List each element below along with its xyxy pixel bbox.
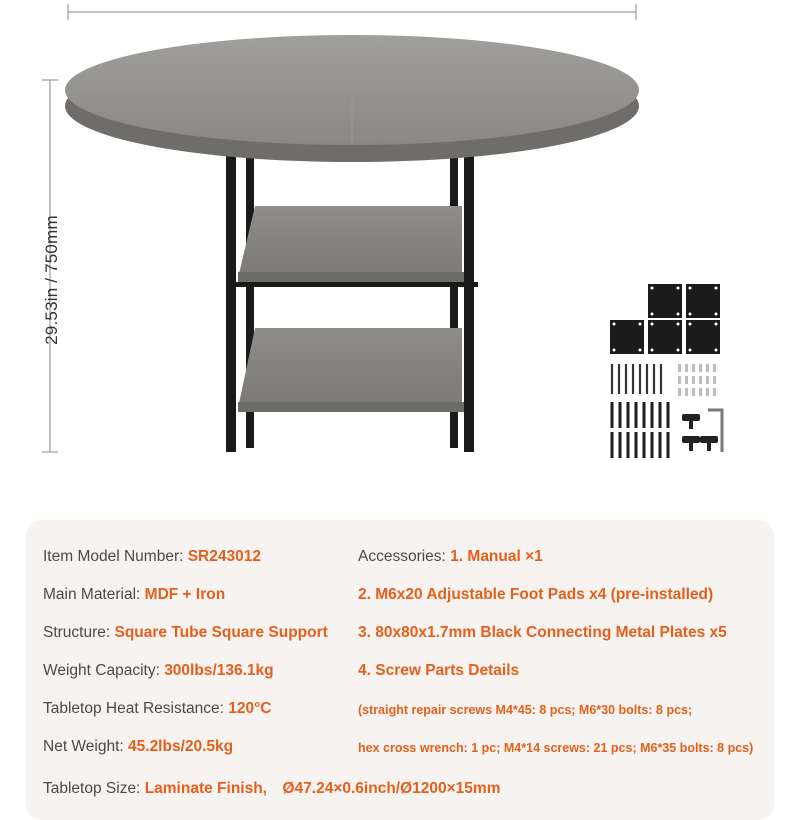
lower-shelf xyxy=(238,328,466,412)
width-dimension-line xyxy=(68,4,636,20)
screw-details-line-1: (straight repair screws M4*45: 8 pcs; M6*30 bolts: 8 pcs; xyxy=(358,703,693,717)
accessories-item-1: Accessories: 1. Manual ×1 xyxy=(358,548,543,565)
accessories-illustration xyxy=(610,284,722,458)
spec-heat-resistance: Tabletop Heat Resistance: 120°C xyxy=(43,700,272,717)
accessories-item-2: 2. M6x20 Adjustable Foot Pads x4 (pre-installed) xyxy=(358,586,714,603)
accessories-item-4: 4. Screw Parts Details xyxy=(358,662,520,679)
spec-main-material: Main Material: MDF + Iron xyxy=(43,586,226,603)
spec-tabletop-size: Tabletop Size: Laminate Finish, Ø47.24×0.6inch/Ø1200×15mm xyxy=(43,780,501,797)
spec-net-weight: Net Weight: 45.2lbs/20.5kg xyxy=(43,738,234,755)
screw-details-line-2: hex cross wrench: 1 pc; M4*14 screws: 21 pcs; M6*35 bolts: 8 pcs) xyxy=(358,741,754,755)
spec-weight-capacity: Weight Capacity: 300lbs/136.1kg xyxy=(43,662,274,679)
spec-structure: Structure: Square Tube Square Support xyxy=(43,624,328,641)
tabletop xyxy=(65,35,639,162)
height-dimension-label: 29.53in / 750mm xyxy=(42,215,61,345)
middle-shelf xyxy=(238,206,466,282)
accessories-item-3: 3. 80x80x1.7mm Black Connecting Metal Plates x5 xyxy=(358,624,727,641)
spec-item-model-number: Item Model Number: SR243012 xyxy=(43,548,261,565)
